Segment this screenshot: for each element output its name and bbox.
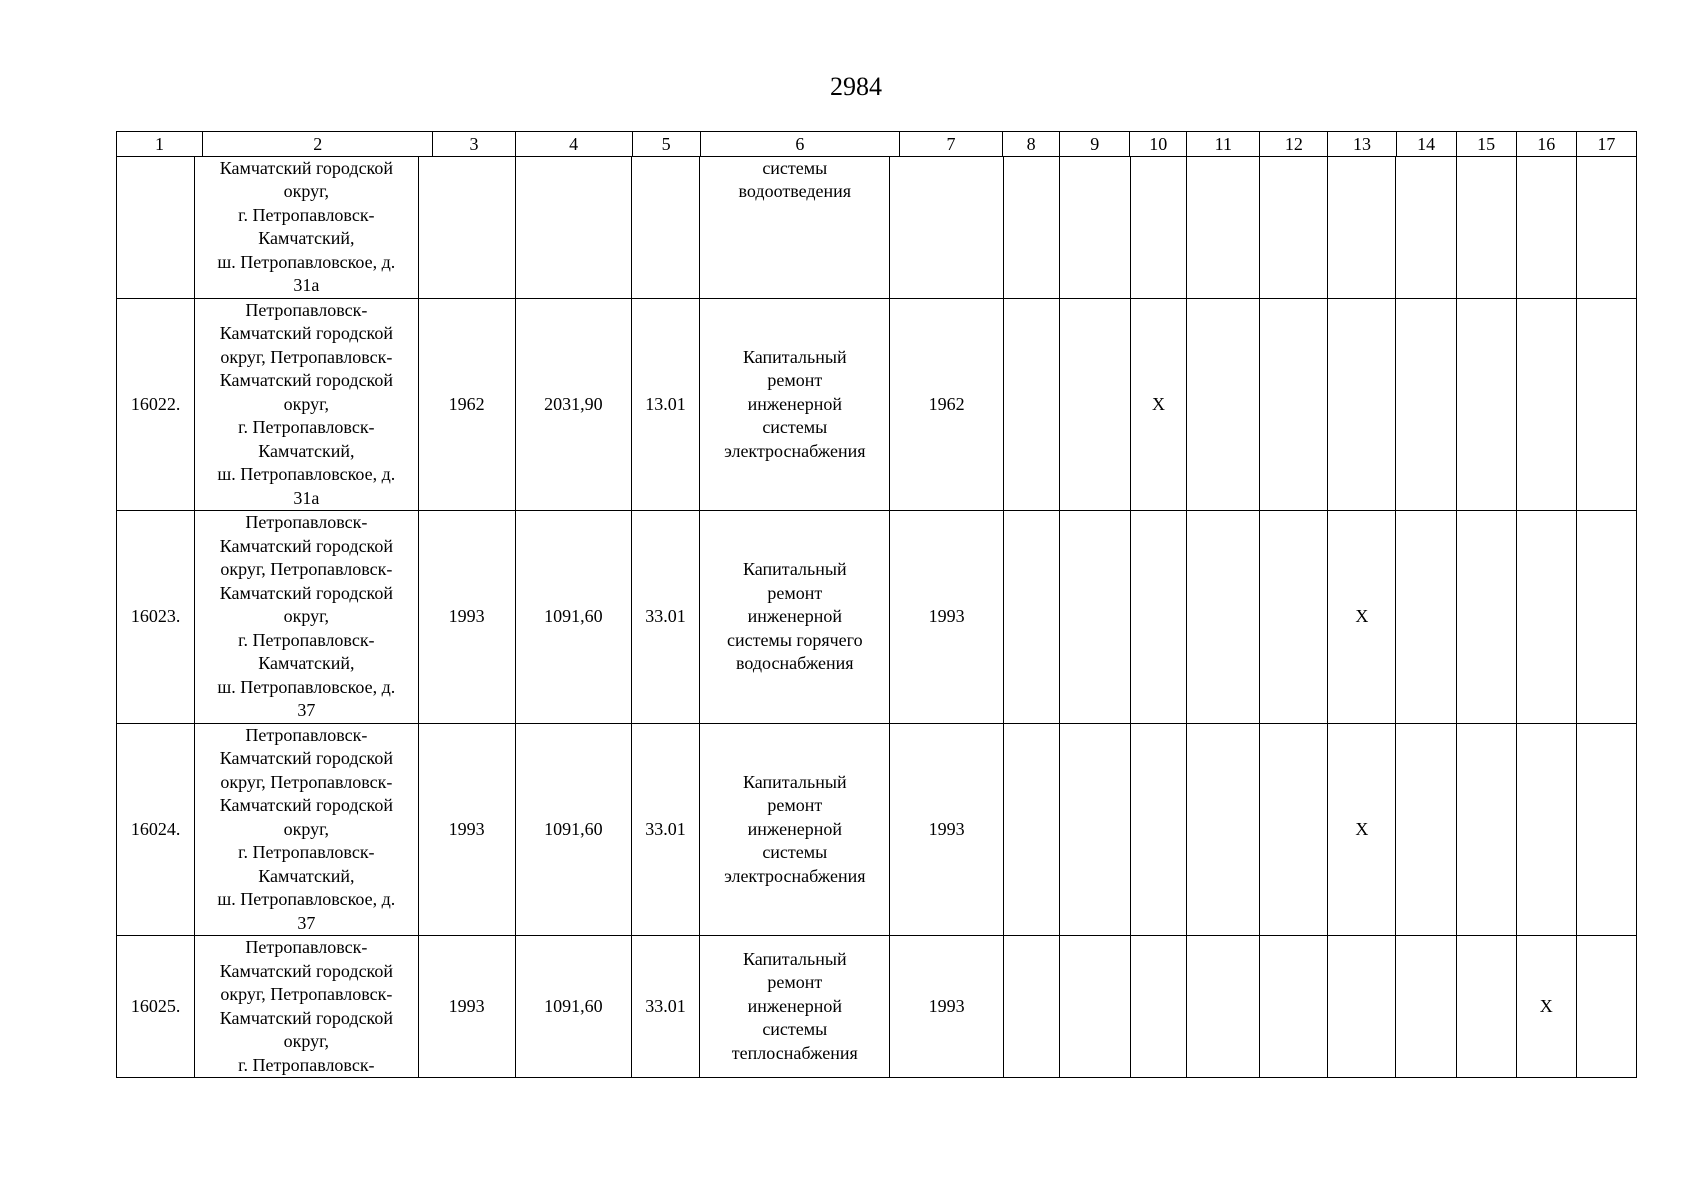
mark-cell: [1516, 156, 1576, 298]
cell-line: Камчатский городской: [219, 1007, 394, 1028]
year-start-cell: 1993: [890, 936, 1003, 1078]
cell-line: системы: [762, 842, 828, 862]
table-row: [117, 511, 1637, 724]
mark-cell: [1576, 723, 1636, 936]
mark-cell: [1396, 511, 1456, 724]
mark-cell: [1396, 723, 1456, 936]
cell-line: инженерной: [747, 995, 842, 1016]
code-cell: 33.01: [631, 723, 699, 936]
cell-line: г. Петропавловск-: [238, 417, 375, 437]
year-start-cell: 1993: [890, 723, 1003, 936]
address-cell: [195, 511, 418, 724]
address-cell: [195, 156, 418, 298]
cell-line: Петропавловск-: [245, 299, 368, 320]
header-cell: 11: [1187, 132, 1260, 157]
address-cell: [195, 298, 418, 511]
table-header: [116, 131, 1637, 157]
mark-cell: [1456, 156, 1516, 298]
table-row: [117, 936, 1637, 1078]
cell-line: Камчатский городской: [219, 795, 394, 815]
cell-line: Капитальный: [743, 346, 847, 367]
mark-cell: [1059, 156, 1130, 298]
mark-cell: [1576, 936, 1636, 1078]
header-cell: 15: [1456, 132, 1516, 157]
mark-cell: [1187, 511, 1260, 724]
table-row: [117, 723, 1637, 936]
code-cell: 33.01: [631, 936, 699, 1078]
code-cell: 13.01: [631, 298, 699, 511]
mark-cell: [1260, 723, 1328, 936]
cell-line: системы: [762, 417, 828, 437]
cell-line: Камчатский,: [258, 440, 355, 461]
mark-cell: [1130, 156, 1186, 298]
cell-line: Петропавловск-: [245, 512, 368, 532]
work-type-cell: [700, 936, 890, 1078]
header-cell: 14: [1396, 132, 1456, 157]
mark-cell: [1576, 298, 1636, 511]
cell-line: г. Петропавловск-: [238, 204, 375, 225]
cell-line: Камчатский,: [258, 653, 355, 673]
address-cell: [195, 936, 418, 1078]
year-built-cell: 1993: [418, 511, 515, 724]
year-start-cell: [890, 156, 1003, 298]
header-cell: 16: [1516, 132, 1576, 157]
cell-line: ш. Петропавловское, д.: [217, 464, 396, 484]
mark-cell: [1260, 936, 1328, 1078]
mark-cell: [1456, 723, 1516, 936]
cell-line: округ, Петропавловск-: [220, 771, 393, 792]
header-cell: 17: [1576, 132, 1636, 157]
mark-cell: [1003, 936, 1059, 1078]
cell-line: округ, Петропавловск-: [220, 984, 393, 1004]
cell-line: инженерной: [747, 393, 842, 414]
cell-line: 31а: [293, 487, 320, 508]
header-cell: 2: [203, 132, 433, 157]
row-number: 16023.: [117, 511, 195, 724]
cell-line: водоснабжения: [736, 653, 854, 673]
cell-line: округ, Петропавловск-: [220, 346, 393, 367]
mark-cell: [1456, 511, 1516, 724]
cell-line: Капитальный: [743, 948, 847, 969]
area-cell: [515, 156, 631, 298]
cell-line: ремонт: [767, 582, 823, 603]
area-cell: 1091,60: [515, 723, 631, 936]
mark-cell: [1516, 723, 1576, 936]
cell-line: Петропавловск-: [245, 937, 368, 957]
cell-line: Камчатский городской: [219, 748, 394, 768]
cell-line: Камчатский,: [258, 865, 355, 886]
work-type-cell: [700, 511, 890, 724]
table-row: [117, 156, 1637, 298]
cell-line: системы: [762, 1019, 828, 1040]
mark-cell: [1130, 511, 1186, 724]
header-cell: 7: [899, 132, 1002, 157]
mark-cell: [1003, 723, 1059, 936]
cell-line: 37: [297, 700, 316, 720]
cell-line: Петропавловск-: [245, 724, 368, 745]
mark-cell: [1059, 511, 1130, 724]
cell-line: инженерной: [747, 606, 842, 626]
mark-cell: [1516, 298, 1576, 511]
area-cell: 1091,60: [515, 936, 631, 1078]
row-number: 16024.: [117, 723, 195, 936]
row-number: 16022.: [117, 298, 195, 511]
code-cell: [631, 156, 699, 298]
page-number: 2984: [830, 72, 882, 101]
cell-line: округ,: [283, 1031, 330, 1051]
header-cell: 3: [433, 132, 515, 157]
registry-table: [116, 131, 1637, 1078]
mark-cell: X: [1328, 511, 1396, 724]
mark-cell: [1576, 511, 1636, 724]
cell-line: 37: [297, 912, 316, 933]
address-cell: [195, 723, 418, 936]
cell-line: ш. Петропавловское, д.: [217, 676, 396, 697]
code-cell: 33.01: [631, 511, 699, 724]
header-cell: 13: [1328, 132, 1396, 157]
mark-cell: [1003, 511, 1059, 724]
cell-line: Камчатский городской: [219, 582, 394, 603]
mark-cell: [1328, 936, 1396, 1078]
cell-line: системы: [762, 157, 828, 178]
cell-line: Камчатский городской: [219, 157, 394, 178]
cell-line: округ,: [283, 181, 330, 201]
mark-cell: [1456, 298, 1516, 511]
cell-line: инженерной: [747, 818, 842, 839]
mark-cell: [1059, 723, 1130, 936]
cell-line: Капитальный: [743, 771, 847, 792]
cell-line: водоотведения: [738, 181, 852, 201]
cell-line: ремонт: [767, 370, 823, 390]
cell-line: ремонт: [767, 972, 823, 993]
cell-line: 31а: [293, 275, 320, 295]
area-cell: 1091,60: [515, 511, 631, 724]
work-type-cell: [700, 723, 890, 936]
header-cell: 4: [515, 132, 632, 157]
mark-cell: [1187, 298, 1260, 511]
cell-line: ш. Петропавловское, д.: [217, 889, 396, 909]
area-cell: 2031,90: [515, 298, 631, 511]
cell-line: Камчатский городской: [219, 535, 394, 556]
mark-cell: [1059, 936, 1130, 1078]
mark-cell: [1260, 511, 1328, 724]
mark-cell: [1187, 936, 1260, 1078]
cell-line: теплоснабжения: [731, 1042, 858, 1063]
mark-cell: [1396, 156, 1456, 298]
mark-cell: [1576, 156, 1636, 298]
mark-cell: [1260, 156, 1328, 298]
work-type-cell: [700, 298, 890, 511]
cell-line: г. Петропавловск-: [238, 629, 375, 650]
cell-line: ремонт: [767, 795, 823, 815]
table-body: [116, 156, 1637, 1079]
header-cell: 12: [1260, 132, 1328, 157]
cell-line: округ, Петропавловск-: [220, 559, 393, 579]
mark-cell: [1396, 298, 1456, 511]
mark-cell: [1059, 298, 1130, 511]
mark-cell: X: [1516, 936, 1576, 1078]
mark-cell: [1130, 723, 1186, 936]
work-type-cell: [700, 156, 890, 298]
mark-cell: [1396, 936, 1456, 1078]
mark-cell: [1516, 511, 1576, 724]
cell-line: г. Петропавловск-: [238, 842, 375, 862]
cell-line: Капитальный: [743, 559, 847, 579]
mark-cell: [1328, 298, 1396, 511]
mark-cell: X: [1130, 298, 1186, 511]
year-built-cell: 1993: [418, 723, 515, 936]
mark-cell: X: [1328, 723, 1396, 936]
year-built-cell: 1993: [418, 936, 515, 1078]
table-row: [117, 298, 1637, 511]
row-number: [117, 156, 195, 298]
cell-line: округ,: [283, 606, 330, 626]
mark-cell: [1187, 156, 1260, 298]
cell-line: Камчатский,: [258, 228, 355, 248]
year-built-cell: 1962: [418, 298, 515, 511]
cell-line: электроснабжения: [724, 440, 866, 461]
header-cell: 9: [1060, 132, 1130, 157]
header-cell: 1: [117, 132, 203, 157]
header-cell: 6: [700, 132, 899, 157]
cell-line: округ,: [283, 818, 330, 839]
cell-line: Камчатский городской: [219, 323, 394, 343]
header-cell: 10: [1130, 132, 1187, 157]
cell-line: электроснабжения: [724, 865, 866, 886]
cell-line: округ,: [283, 393, 330, 414]
row-number: 16025.: [117, 936, 195, 1078]
mark-cell: [1003, 156, 1059, 298]
year-built-cell: [418, 156, 515, 298]
cell-line: ш. Петропавловское, д.: [217, 251, 396, 272]
header-cell: 8: [1003, 132, 1060, 157]
header-cell: 5: [632, 132, 700, 157]
cell-line: системы горячего: [726, 629, 863, 650]
cell-line: Камчатский городской: [219, 960, 394, 981]
year-start-cell: 1993: [890, 511, 1003, 724]
mark-cell: [1187, 723, 1260, 936]
year-start-cell: 1962: [890, 298, 1003, 511]
mark-cell: [1328, 156, 1396, 298]
mark-cell: [1003, 298, 1059, 511]
mark-cell: [1456, 936, 1516, 1078]
mark-cell: [1130, 936, 1186, 1078]
cell-line: Камчатский городской: [219, 370, 394, 390]
cell-line: г. Петропавловск-: [238, 1054, 375, 1075]
mark-cell: [1260, 298, 1328, 511]
